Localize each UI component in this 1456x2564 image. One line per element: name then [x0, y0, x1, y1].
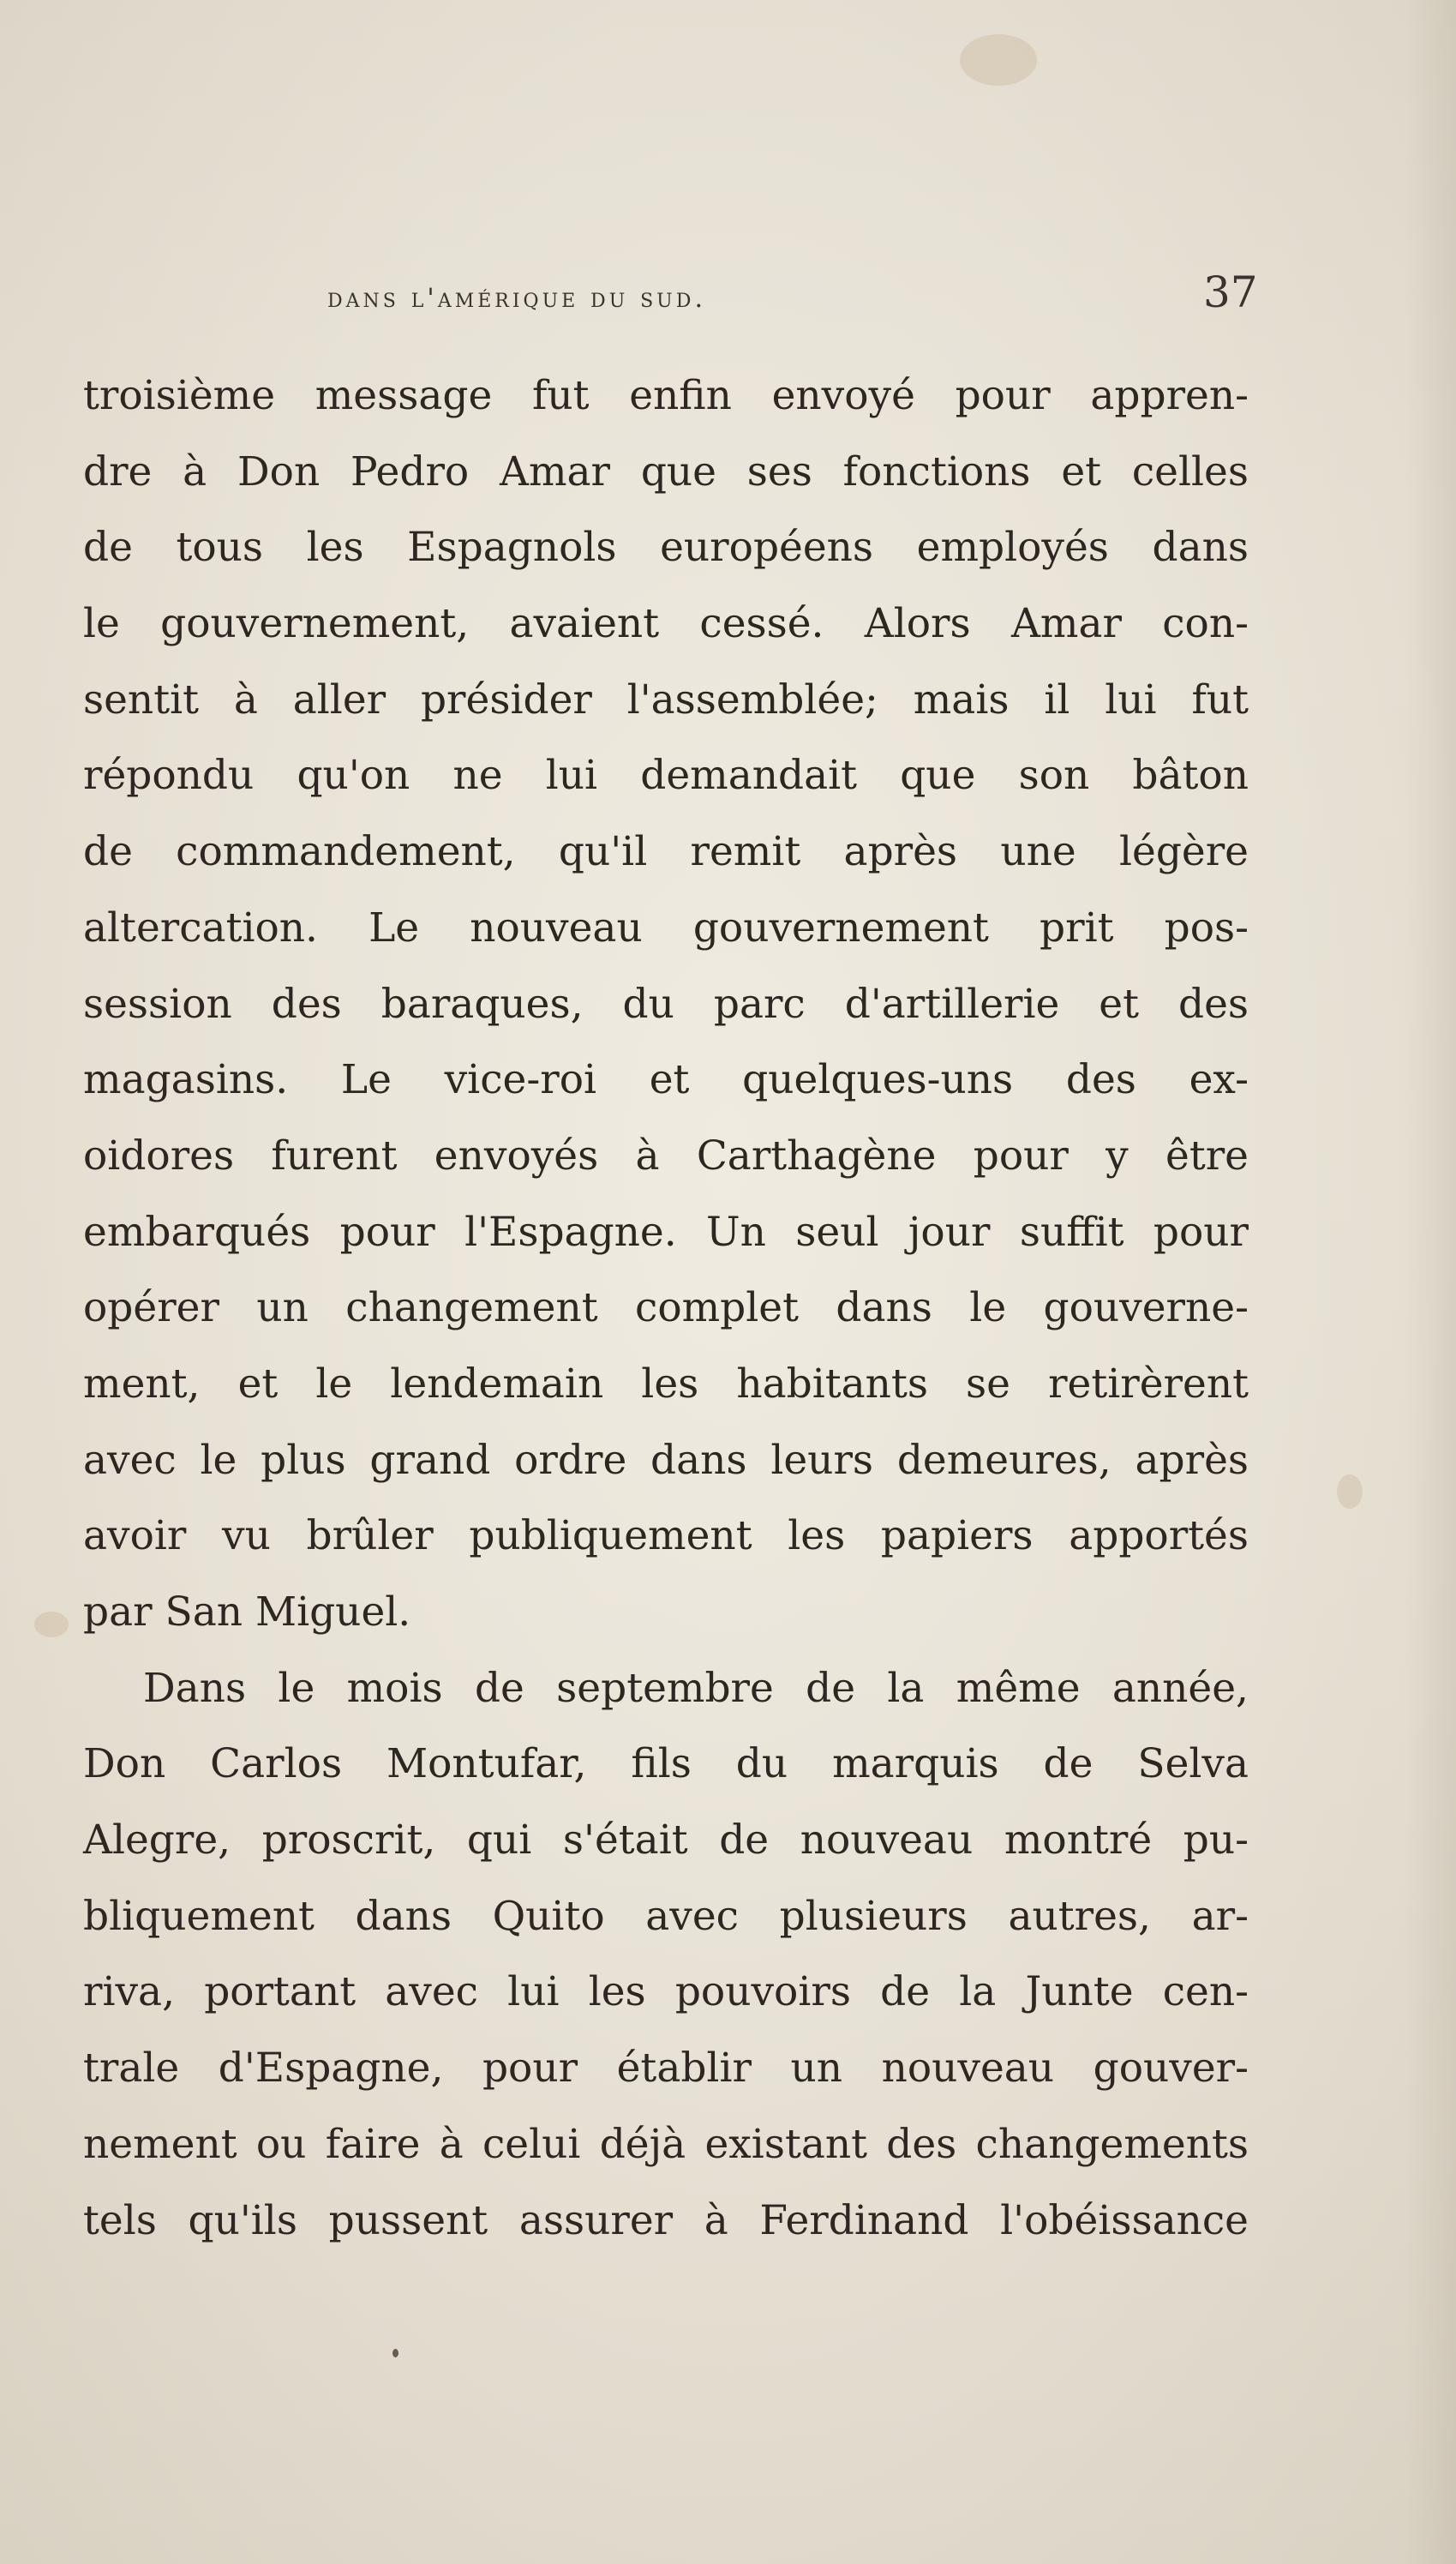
- foxing-stain: [960, 34, 1037, 86]
- text-line: session des baraques, du parc d'artillerie et des: [83, 980, 1249, 1028]
- text-line: de tous les Espagnols européens employés dans: [83, 524, 1249, 572]
- text-line: tels qu'ils pussent assurer à Ferdinand l'obéissance: [83, 2196, 1249, 2244]
- running-head: dans l'amérique du sud.: [327, 283, 707, 314]
- text-line: Dans le mois de septembre de la même année,: [143, 1664, 1249, 1712]
- text-line: embarqués pour l'Espagne. Un seul jour suffit pour: [83, 1208, 1249, 1256]
- text-line: Alegre, proscrit, qui s'était de nouveau montré pu-: [83, 1816, 1249, 1864]
- page-edge-shadow: [1405, 0, 1456, 2564]
- text-line: trale d'Espagne, pour établir un nouveau gouver-: [83, 2045, 1249, 2093]
- text-line: altercation. Le nouveau gouvernement prit pos-: [83, 904, 1249, 952]
- ink-speck: [392, 2349, 398, 2357]
- text-line: ment, et le lendemain les habitants se retirèrent: [83, 1360, 1249, 1408]
- text-line: par San Miguel.: [83, 1588, 411, 1636]
- text-line: oidores furent envoyés à Carthagène pour y être: [83, 1132, 1249, 1180]
- text-line: dre à Don Pedro Amar que ses fonctions et celles: [83, 447, 1249, 495]
- text-line: sentit à aller présider l'assemblée; mais il lui fut: [83, 676, 1249, 724]
- text-line: répondu qu'on ne lui demandait que son bâton: [83, 752, 1249, 800]
- text-line: avoir vu brûler publiquement les papiers apportés: [83, 1512, 1249, 1560]
- paragraph: [83, 358, 1249, 1651]
- text-line: magasins. Le vice-roi et quelques-uns des ex-: [83, 1056, 1249, 1104]
- page-number: 37: [1203, 267, 1258, 317]
- foxing-stain: [34, 1612, 69, 1637]
- body-text: [83, 358, 1249, 2259]
- text-line: Don Carlos Montufar, fils du marquis de Selva: [83, 1740, 1249, 1788]
- text-line: avec le plus grand ordre dans leurs demeures, après: [83, 1436, 1249, 1484]
- text-line: de commandement, qu'il remit après une légère: [83, 828, 1249, 876]
- text-line: opérer un changement complet dans le gouverne-: [83, 1284, 1249, 1332]
- paragraph: [83, 1651, 1249, 2260]
- text-line: le gouvernement, avaient cessé. Alors Amar con-: [83, 600, 1249, 648]
- text-line: bliquement dans Quito avec plusieurs autres, ar-: [83, 1892, 1249, 1940]
- text-line: nement ou faire à celui déjà existant des changements: [83, 2120, 1249, 2168]
- text-line: riva, portant avec lui les pouvoirs de la Junte cen-: [83, 1968, 1249, 2016]
- text-line: troisième message fut enfin envoyé pour appren-: [83, 372, 1249, 419]
- foxing-stain: [1337, 1474, 1363, 1509]
